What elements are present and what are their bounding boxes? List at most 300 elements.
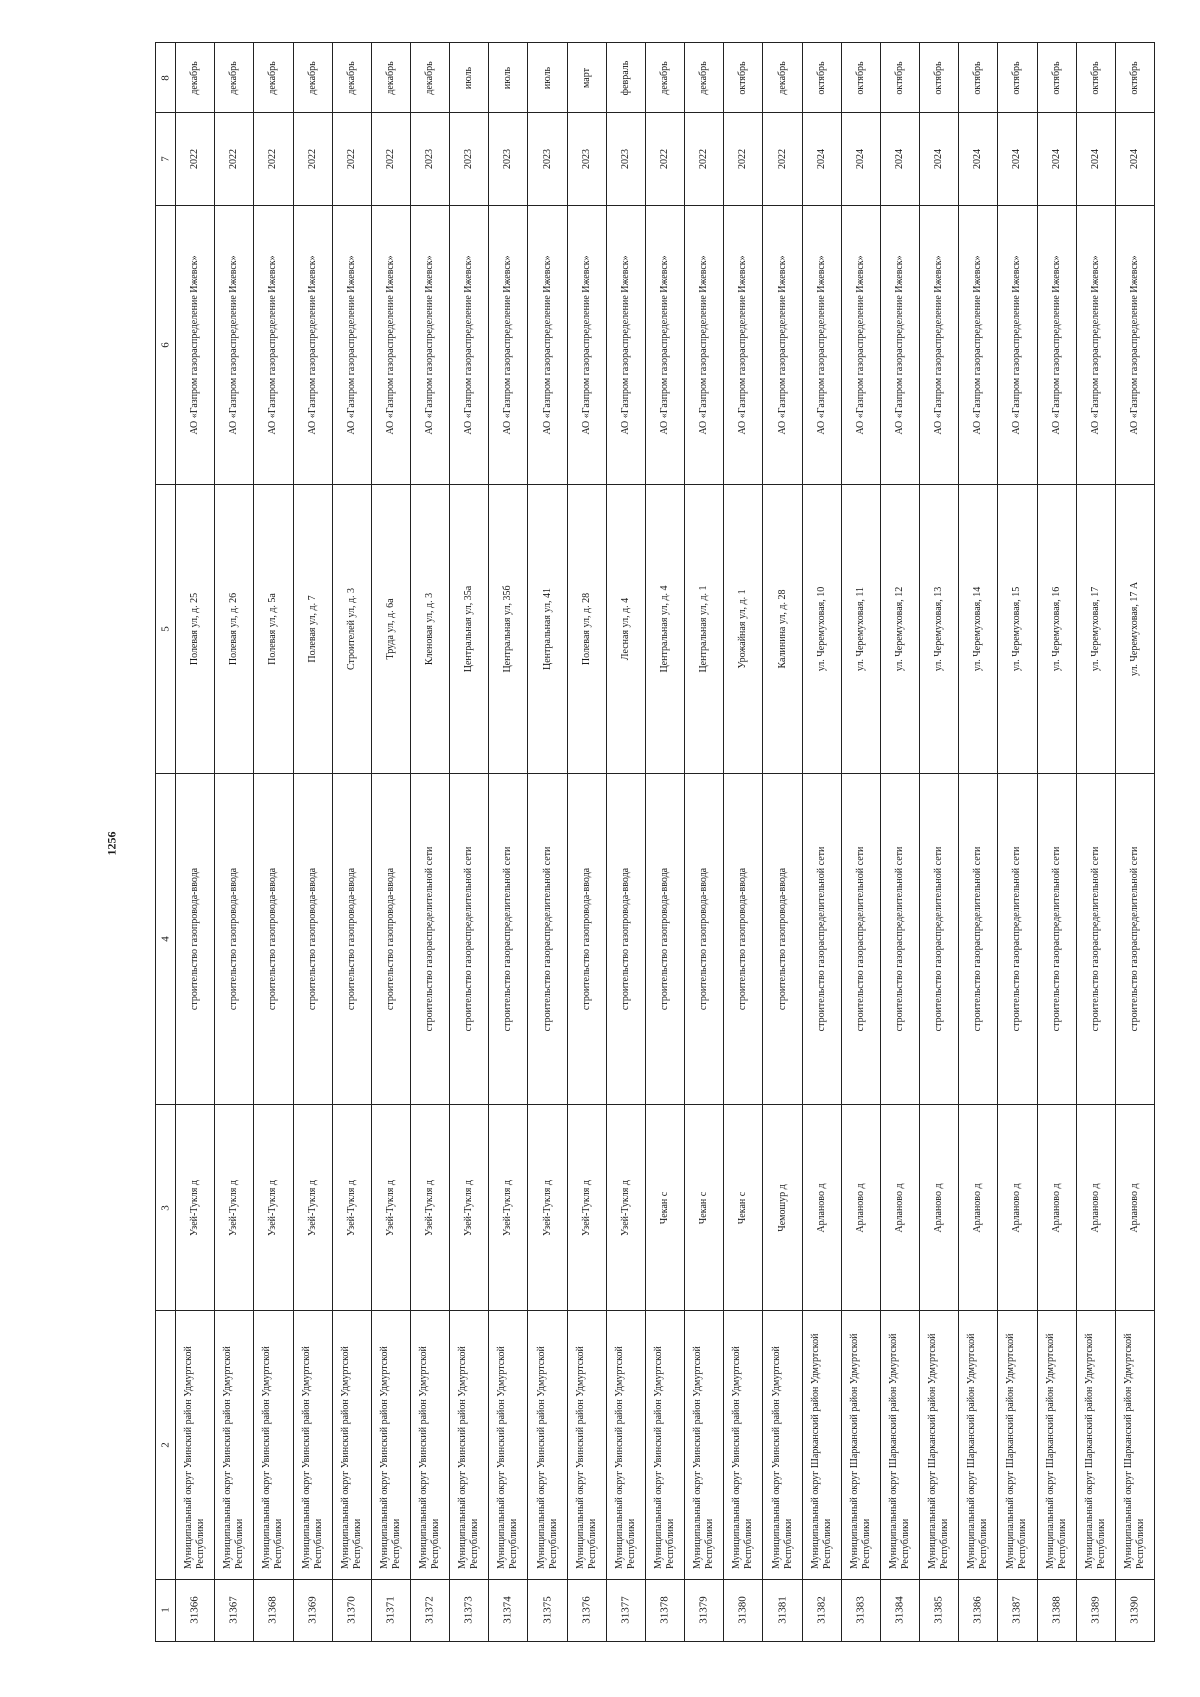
cell-settlement: Узей-Тукля д [580,1179,592,1236]
column-header [156,206,176,485]
table-cell [841,774,880,1105]
table-cell [176,1104,215,1311]
cell-org: АО «Газпром газораспределение Ижевск» [737,255,749,435]
table-cell [724,206,763,485]
table-cell [489,1104,528,1311]
cell-district: Муниципальный округ Увинский район Удмуртской Республики [222,1346,246,1570]
cell-org: АО «Газпром газораспределение Ижевск» [893,255,905,435]
table-cell [998,485,1037,774]
table-cell [1076,1311,1115,1580]
column-header-label: 2 [158,1442,171,1448]
table-cell [724,1311,763,1580]
table-cell [1037,485,1076,774]
cell-n: 31373 [462,1596,475,1625]
column-header [156,1311,176,1580]
table-cell [724,113,763,206]
table-cell [880,1104,919,1311]
table-cell [450,485,489,774]
table-cell [645,1311,684,1580]
cell-district: Муниципальный округ Увинский район Удмуртской Республики [457,1346,481,1570]
cell-org: АО «Газпром газораспределение Ижевск» [306,255,318,435]
field-row-settlement [156,1104,1155,1311]
cell-n: 31385 [932,1596,945,1625]
cell-work: строительство газопровода-ввода [580,867,592,1011]
table-cell [528,1579,567,1641]
table-cell [371,206,410,485]
table-cell [293,1579,332,1641]
table-cell [685,43,724,113]
table-cell [215,1104,254,1311]
table-cell [880,1579,919,1641]
table-cell [1076,206,1115,485]
table-cell [685,774,724,1105]
table-cell [1076,1579,1115,1641]
cell-month: декабрь [345,60,357,95]
cell-work: строительство газораспределительной сети [424,846,436,1032]
cell-address: ул. Черемуховая, 17 [1089,586,1101,672]
table-cell [998,1311,1037,1580]
table-cell [411,113,450,206]
cell-address: Полевая ул, д. 5а [267,593,279,666]
cell-org: АО «Газпром газораспределение Ижевск» [502,255,514,435]
cell-address: ул. Черемуховая, 11 [854,587,866,672]
table-cell [1076,113,1115,206]
cell-month: декабрь [384,60,396,95]
table-cell [1037,206,1076,485]
table-cell [606,774,645,1105]
table-cell [841,1579,880,1641]
cell-district: Муниципальный округ Шарканский район Удмуртской Республики [927,1333,951,1570]
column-header [156,485,176,774]
table-cell [841,206,880,485]
cell-district: Муниципальный округ Шарканский район Удмуртской Республики [1005,1333,1029,1570]
table-cell [215,43,254,113]
table-cell [645,1104,684,1311]
cell-year: 2024 [1011,149,1023,170]
table-cell [959,1579,998,1641]
cell-district: Муниципальный округ Увинский район Удмуртской Республики [613,1346,637,1570]
table-cell [685,206,724,485]
cell-year: 2022 [776,149,788,170]
cell-n: 31368 [266,1596,279,1625]
table-cell [528,206,567,485]
field-row-address [156,485,1155,774]
table-cell [998,43,1037,113]
cell-work: строительство газораспределительной сети [893,846,905,1032]
table-cell [371,1104,410,1311]
cell-work: строительство газопровода-ввода [737,867,749,1011]
cell-org: АО «Газпром газораспределение Ижевск» [659,255,671,435]
cell-n: 31388 [1050,1596,1062,1625]
cell-district: Муниципальный округ Шарканский район Удмуртской Республики [848,1333,872,1570]
cell-address: Лесная ул, д. 4 [619,598,631,661]
column-header [156,774,176,1105]
cell-year: 2023 [619,149,631,170]
table-cell [841,113,880,206]
cell-year: 2024 [893,149,905,170]
column-header [156,1104,176,1311]
cell-month: октябрь [972,61,984,95]
cell-settlement: Узей-Тукля д [619,1179,631,1236]
table-cell [215,485,254,774]
cell-year: 2022 [306,149,318,170]
table-cell [528,485,567,774]
table-cell [959,1311,998,1580]
cell-settlement: Арланово д [1089,1183,1101,1233]
table-cell [959,1104,998,1311]
cell-month: октябрь [737,61,749,95]
table-cell [176,206,215,485]
cell-address: Урожайная ул, д. 1 [737,589,749,669]
table-cell [763,43,802,113]
table-cell [489,1579,528,1641]
cell-n: 31369 [306,1596,319,1625]
table-cell [293,485,332,774]
table-cell [567,43,606,113]
table-cell [606,485,645,774]
table-cell [411,1311,450,1580]
table-cell [411,774,450,1105]
cell-year: 2022 [345,149,357,170]
table-cell [215,1311,254,1580]
cell-address: Центральная ул, д. 1 [698,585,710,673]
cell-month: октябрь [815,61,827,95]
cell-year: 2022 [189,149,201,170]
cell-year: 2024 [972,149,984,170]
table-cell [567,1311,606,1580]
cell-month: октябрь [1050,61,1062,95]
table-cell [841,1311,880,1580]
field-row-year [156,113,1155,206]
cell-year: 2022 [228,149,240,170]
table-cell [1037,113,1076,206]
cell-settlement: Арланово д [1011,1183,1023,1233]
cell-work: строительство газораспределительной сети [541,846,553,1032]
table-cell [1076,485,1115,774]
cell-settlement: Узей-Тукля д [384,1179,396,1236]
cell-district: Муниципальный округ Увинский район Удмуртской Республики [574,1346,598,1570]
cell-month: март [580,67,592,88]
cell-work: строительство газораспределительной сети [1050,846,1062,1032]
table-cell [998,1104,1037,1311]
cell-settlement: Узей-Тукля д [424,1179,436,1236]
table-cell [724,43,763,113]
table-cell [567,774,606,1105]
cell-work: строительство газопровода-ввода [189,867,201,1011]
cell-year: 2024 [854,149,866,170]
cell-settlement: Арланово д [933,1183,945,1233]
table-cell [802,1579,841,1641]
table-cell [920,43,959,113]
cell-settlement: Арланово д [972,1183,984,1233]
column-header-label: 5 [158,626,171,632]
table-cell [411,206,450,485]
table-cell [371,1311,410,1580]
table-cell [606,1104,645,1311]
cell-year: 2022 [698,149,710,170]
table-cell [254,1579,293,1641]
cell-org: АО «Газпром газораспределение Ижевск» [815,255,827,435]
table-cell [176,1579,215,1641]
cell-settlement: Арланово д [854,1183,866,1233]
table-cell [176,113,215,206]
cell-work: строительство газораспределительной сети [933,846,945,1032]
table-cell [685,1311,724,1580]
table-cell [802,1104,841,1311]
cell-district: Муниципальный округ Увинский район Удмуртской Республики [731,1346,755,1570]
table-cell [763,1311,802,1580]
table-cell [606,206,645,485]
cell-month: октябрь [854,61,866,95]
cell-org: АО «Газпром газораспределение Ижевск» [1128,255,1140,435]
cell-work: строительство газопровода-ввода [776,867,788,1011]
cell-month: декабрь [776,60,788,95]
table-cell [802,113,841,206]
table-cell [802,485,841,774]
cell-n: 31367 [227,1596,240,1625]
table-cell [1037,43,1076,113]
table-cell [841,1104,880,1311]
table-cell [332,43,371,113]
table-cell [411,43,450,113]
cell-n: 31376 [580,1596,593,1625]
cell-n: 31381 [775,1596,788,1625]
cell-n: 31370 [345,1596,358,1625]
table-cell [450,113,489,206]
cell-settlement: Чекан с [659,1191,671,1224]
cell-month: октябрь [893,61,905,95]
table-cell [880,485,919,774]
table-cell [802,43,841,113]
table-cell [959,43,998,113]
table-cell [920,113,959,206]
table-cell [685,113,724,206]
column-header-label: 6 [158,342,171,348]
table-cell [802,1311,841,1580]
cell-month: октябрь [1011,61,1023,95]
cell-address: Полевая ул, д. 28 [580,593,592,666]
data-table [155,42,1155,1642]
table-cell [645,774,684,1105]
cell-month: декабрь [189,60,201,95]
column-header [156,1579,176,1641]
table-cell [920,485,959,774]
table-cell [411,485,450,774]
cell-year: 2022 [384,149,396,170]
cell-district: Муниципальный округ Увинский район Удмуртской Республики [535,1346,559,1570]
table-cell [606,1311,645,1580]
cell-org: АО «Газпром газораспределение Ижевск» [972,255,984,435]
table-cell [567,1104,606,1311]
cell-district: Муниципальный округ Шарканский район Удмуртской Республики [1044,1333,1068,1570]
column-header [156,113,176,206]
table-cell [215,1579,254,1641]
cell-work: строительство газопровода-ввода [384,867,396,1011]
cell-address: ул. Черемуховая, 14 [972,586,984,672]
cell-settlement: Узей-Тукля д [345,1179,357,1236]
table-cell [1076,1104,1115,1311]
field-row-n [156,1579,1155,1641]
cell-month: июль [541,66,553,89]
table-cell [332,113,371,206]
cell-year: 2023 [502,149,514,170]
cell-address: Полевая ул, д. 25 [189,593,201,666]
table-cell [371,113,410,206]
table-cell [645,485,684,774]
table-cell [724,1579,763,1641]
cell-work: строительство газораспределительной сети [502,846,514,1032]
table-cell [724,774,763,1105]
cell-address: Кленовая ул, д. 3 [424,593,436,666]
cell-address: Центральная ул, д. 4 [659,585,671,673]
table-cell [254,43,293,113]
cell-district: Муниципальный округ Увинский район Удмуртской Республики [339,1346,363,1570]
table-cell [528,43,567,113]
table-cell [1115,1104,1154,1311]
cell-n: 31390 [1128,1596,1141,1625]
cell-year: 2022 [737,149,749,170]
column-header-label: 8 [158,74,171,81]
table-cell [802,774,841,1105]
table-cell [1115,43,1154,113]
cell-org: АО «Газпром газораспределение Ижевск» [933,255,945,435]
cell-year: 2024 [1050,149,1062,170]
table-cell [1076,43,1115,113]
table-cell [332,774,371,1105]
table-cell [332,1104,371,1311]
field-row-work [156,774,1155,1105]
cell-month: июль [463,66,475,89]
table-cell [1115,206,1154,485]
cell-year: 2023 [541,149,553,170]
table-cell [176,774,215,1105]
table-cell [450,1579,489,1641]
cell-org: АО «Газпром газораспределение Ижевск» [1011,255,1023,435]
table-cell [802,206,841,485]
table-cell [215,113,254,206]
table-cell [763,485,802,774]
cell-address: ул. Черемуховая, 10 [815,586,827,672]
cell-work: строительство газопровода-ввода [698,867,710,1011]
table-cell [763,113,802,206]
table-cell [450,43,489,113]
cell-work: строительство газораспределительной сети [972,846,984,1032]
cell-address: Калинина ул, д. 28 [776,589,788,669]
cell-address: ул. Черемуховая, 12 [893,586,905,672]
table-cell [254,1104,293,1311]
table-cell [176,1311,215,1580]
page-number: 1256 [104,831,119,856]
table-cell [411,1104,450,1311]
table-cell [1115,774,1154,1105]
cell-work: строительство газопровода-ввода [306,867,318,1011]
table-cell [371,1579,410,1641]
table-cell [1076,774,1115,1105]
cell-year: 2024 [933,149,945,170]
table-cell [332,206,371,485]
table-cell [998,1579,1037,1641]
cell-month: июль [502,66,514,89]
cell-org: АО «Газпром газораспределение Ижевск» [267,255,279,435]
table-cell [450,774,489,1105]
table-cell [332,1311,371,1580]
cell-n: 31375 [540,1596,553,1625]
table-cell [450,1104,489,1311]
cell-n: 31377 [619,1596,632,1625]
cell-district: Муниципальный округ Увинский район Удмуртской Республики [261,1346,285,1570]
cell-n: 31371 [384,1596,397,1625]
cell-work: строительство газопровода-ввода [267,867,279,1011]
column-header-label: 4 [158,936,171,942]
cell-month: октябрь [1128,61,1140,95]
cell-year: 2023 [424,149,436,170]
table-cell [293,1311,332,1580]
cell-settlement: Чекан с [698,1191,710,1224]
table-cell [998,206,1037,485]
cell-settlement: Узей-Тукля д [502,1179,514,1236]
table-cell [1115,485,1154,774]
cell-work: строительство газораспределительной сети [854,846,866,1032]
table-cell [215,206,254,485]
cell-org: АО «Газпром газораспределение Ижевск» [228,255,240,435]
table-cell [724,485,763,774]
cell-work: строительство газораспределительной сети [1089,846,1101,1032]
table-cell [998,113,1037,206]
cell-address: Центральная ул, 41 [541,588,553,671]
cell-month: октябрь [1089,61,1101,95]
table-cell [920,206,959,485]
table-cell [528,1104,567,1311]
cell-settlement: Чемошур д [776,1183,788,1232]
cell-month: декабрь [659,60,671,95]
table-cell [489,43,528,113]
table-cell [606,113,645,206]
cell-n: 31366 [188,1596,201,1625]
table-cell [763,1104,802,1311]
cell-settlement: Узей-Тукля д [267,1179,279,1236]
cell-year: 2024 [815,149,827,170]
cell-org: АО «Газпром газораспределение Ижевск» [698,255,710,435]
cell-district: Муниципальный округ Шарканский район Удмуртской Республики [1083,1333,1107,1570]
cell-org: АО «Газпром газораспределение Ижевск» [580,255,592,435]
cell-org: АО «Газпром газораспределение Ижевск» [189,255,201,435]
cell-district: Муниципальный округ Шарканский район Удмуртской Республики [809,1333,833,1570]
table-cell [645,43,684,113]
table-cell [1037,1579,1076,1641]
table-cell [567,206,606,485]
table-cell [880,206,919,485]
cell-n: 31383 [854,1596,867,1625]
table-cell [293,43,332,113]
table-cell [528,1311,567,1580]
cell-work: строительство газопровода-ввода [345,867,357,1011]
table-cell [528,113,567,206]
cell-work: строительство газопровода-ввода [619,867,631,1011]
table-cell [254,485,293,774]
cell-month: октябрь [933,61,945,95]
cell-work: строительство газораспределительной сети [463,846,475,1032]
cell-org: АО «Газпром газораспределение Ижевск» [619,255,631,435]
cell-year: 2023 [580,149,592,170]
cell-address: Полевая ул, д. 7 [306,595,318,663]
cell-settlement: Чекан с [737,1191,749,1224]
cell-org: АО «Газпром газораспределение Ижевск» [384,255,396,435]
cell-n: 31389 [1089,1596,1102,1625]
table-cell [724,1104,763,1311]
cell-address: Центральная ул, 35б [502,585,514,673]
table-cell [567,113,606,206]
cell-org: АО «Газпром газораспределение Ижевск» [463,255,475,435]
